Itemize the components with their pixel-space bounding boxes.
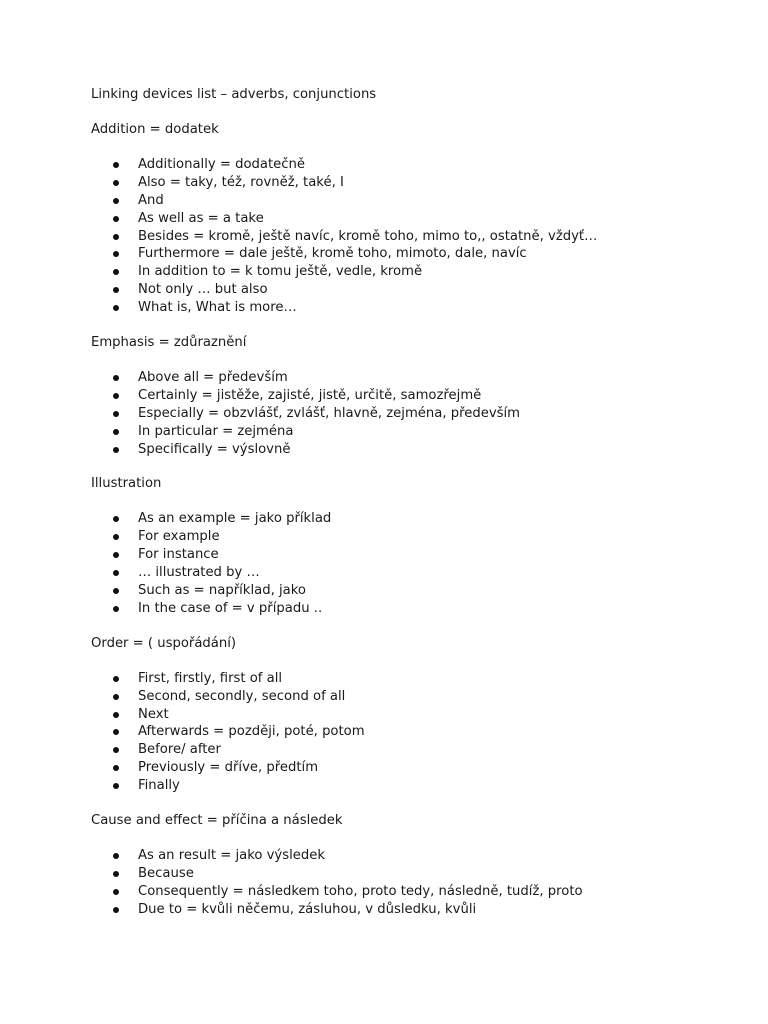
list-item [91, 688, 711, 706]
list-item [91, 174, 711, 192]
list-item-text: As well as = a take [138, 210, 264, 226]
list-item [91, 883, 711, 901]
list-item-text: Specifically = výslovně [138, 441, 291, 457]
list-item-text: For example [138, 529, 220, 545]
list-item-text: Not only … but also [138, 282, 268, 298]
list-item [91, 759, 711, 777]
bullet-icon [113, 606, 119, 612]
section-heading-addition: Addition = dodatek [91, 122, 219, 137]
bullet-icon [113, 712, 119, 718]
list-item-text: Above all = především [138, 370, 288, 386]
list-item-text: In particular = zejména [138, 423, 294, 439]
list-item-text: Second, secondly, second of all [138, 688, 346, 704]
list-item [91, 847, 711, 865]
bullet-icon [113, 747, 119, 753]
bullet-icon [113, 765, 119, 771]
list-item [91, 387, 711, 405]
list-item-text: As an example = jako příklad [138, 511, 332, 527]
list-item-text: Additionally = dodatečně [138, 157, 306, 172]
list-item [91, 228, 711, 246]
list-item [91, 510, 711, 528]
list-item [91, 405, 711, 423]
list-item [91, 192, 711, 210]
list-item-text: First, firstly, first of all [138, 670, 283, 686]
list-item [91, 528, 711, 546]
bullet-icon [113, 287, 119, 293]
list-item [91, 423, 711, 441]
list-item [91, 706, 711, 724]
list-item [91, 263, 711, 281]
bullet-list-illustration [91, 510, 711, 617]
bullet-icon [113, 251, 119, 257]
list-item-text: And [138, 192, 164, 208]
list-item-text: Such as = například, jako [138, 583, 306, 599]
list-item-text: … illustrated by … [138, 565, 260, 581]
list-item-text: Furthermore = dale ještě, kromě toho, mimoto, dale, navíc [138, 246, 527, 262]
section-heading-emphasis: Emphasis = zdůraznění [91, 335, 247, 351]
list-item [91, 299, 711, 317]
bullet-icon [113, 853, 119, 859]
list-item [91, 723, 711, 741]
list-item [91, 369, 711, 387]
bullet-icon [113, 694, 119, 700]
list-item [91, 546, 711, 564]
list-item-text: As an result = jako výsledek [138, 848, 326, 864]
document-page [91, 86, 711, 919]
bullet-list-cause-and-effect [91, 847, 711, 919]
bullet-icon [113, 516, 119, 522]
bullet-icon [113, 393, 119, 399]
bullet-icon [113, 429, 119, 435]
list-item [91, 564, 711, 582]
list-item [91, 600, 711, 618]
bullet-icon [113, 676, 119, 682]
bullet-icon [113, 871, 119, 877]
list-item [91, 156, 711, 174]
list-item-text: In the case of = v případu .. [138, 600, 323, 616]
list-item [91, 741, 711, 759]
list-item-text: Afterwards = později, poté, potom [138, 724, 365, 740]
list-item [91, 245, 711, 263]
list-item-text: What is, What is more… [138, 300, 297, 316]
list-item [91, 670, 711, 688]
bullet-icon [113, 552, 119, 558]
bullet-icon [113, 889, 119, 895]
bullet-icon [113, 234, 119, 240]
list-item-text: In addition to = k tomu ještě, vedle, kromě [138, 264, 423, 280]
bullet-icon [113, 588, 119, 594]
bullet-icon [113, 216, 119, 222]
list-item-text: Consequently = následkem toho, proto tedy, následně, tudíž, proto [138, 883, 583, 899]
list-item-text: Before/ after [138, 742, 221, 758]
bullet-icon [113, 907, 119, 913]
list-item-text: Also = taky, též, rovněž, také, I [138, 174, 344, 190]
bullet-icon [113, 729, 119, 735]
bullet-icon [113, 375, 119, 381]
bullet-icon [113, 198, 119, 204]
bullet-icon [113, 305, 119, 311]
bullet-list-order [91, 670, 711, 795]
list-item-text: Finally [138, 778, 180, 794]
bullet-icon [113, 783, 119, 789]
list-item [91, 582, 711, 600]
list-item [91, 865, 711, 883]
bullet-icon [113, 180, 119, 186]
bullet-icon [113, 534, 119, 540]
document-title: Linking devices list – adverbs, conjunctions [91, 87, 377, 102]
bullet-icon [113, 162, 119, 168]
list-item [91, 281, 711, 299]
section-heading-cause-and-effect: Cause and effect = příčina a následek [91, 813, 343, 829]
bullet-icon [113, 570, 119, 576]
list-item [91, 441, 711, 459]
bullet-icon [113, 447, 119, 453]
section-heading-illustration: Illustration [91, 476, 162, 492]
list-item-text: Because [138, 865, 194, 881]
list-item [91, 210, 711, 228]
list-item [91, 901, 711, 919]
list-item-text: Due to = kvůli něčemu, zásluhou, v důsledku, kvůli [138, 901, 477, 917]
list-item-text: Next [138, 706, 169, 722]
bullet-list-addition [91, 156, 711, 317]
list-item-text: For instance [138, 547, 219, 563]
bullet-list-emphasis [91, 369, 711, 458]
list-item-text: Certainly = jistěže, zajisté, jistě, určitě, samozřejmě [138, 387, 482, 403]
list-item [91, 777, 711, 795]
section-heading-order: Order = ( uspořádání) [91, 635, 237, 651]
bullet-icon [113, 269, 119, 275]
list-item-text: Previously = dříve, předtím [138, 760, 319, 776]
list-item-text: Besides = kromě, ještě navíc, kromě toho, mimo to,, ostatně, vždyť… [138, 228, 598, 244]
bullet-icon [113, 411, 119, 417]
list-item-text: Especially = obzvlášť, zvlášť, hlavně, zejména, především [138, 405, 521, 421]
